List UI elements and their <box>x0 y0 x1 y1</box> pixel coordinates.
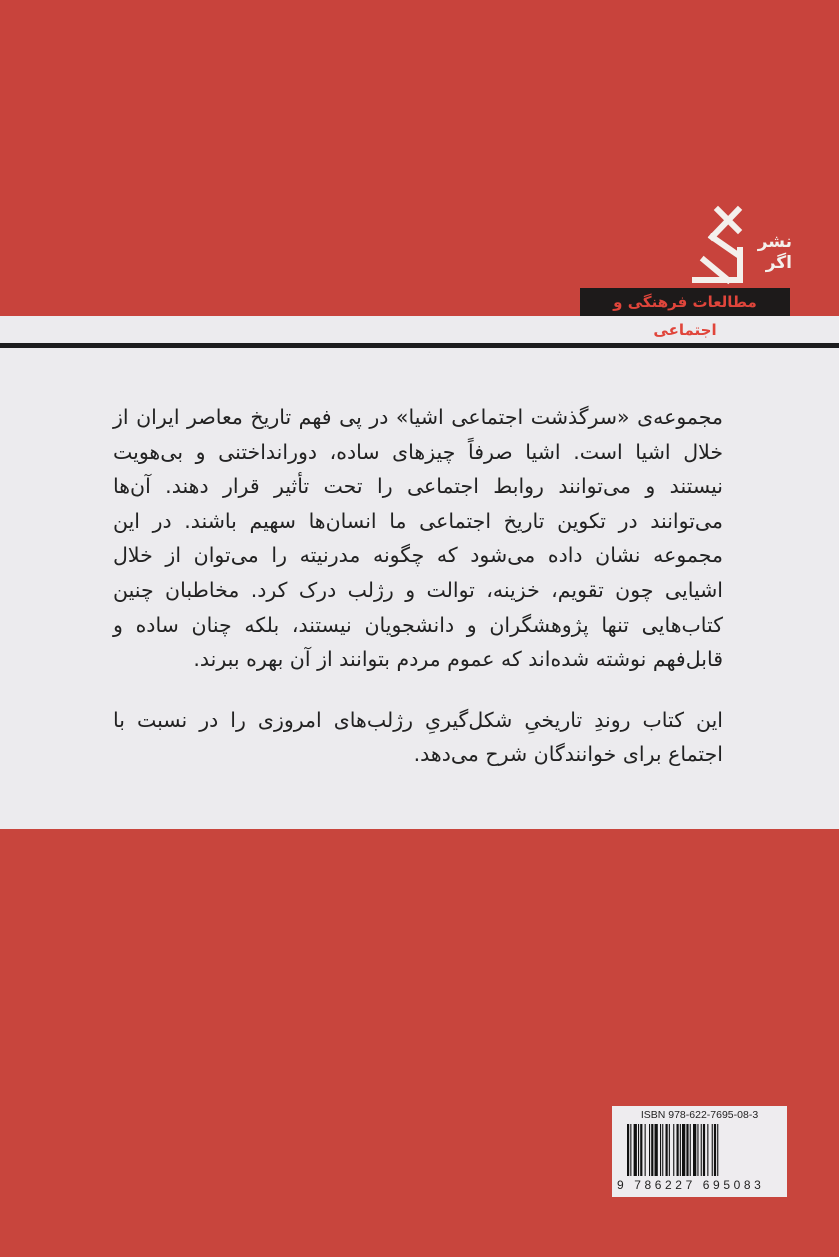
barcode-bar <box>645 1124 646 1176</box>
barcode-bar <box>697 1124 698 1176</box>
barcode-bar <box>634 1124 637 1176</box>
blurb-line: خلال اشیا است. اشیا صرفاً چیزهای ساده، دورانداختنی و بی‌هویت <box>113 439 723 464</box>
blurb-text <box>113 400 723 772</box>
barcode-bar <box>630 1124 631 1176</box>
barcode-bar <box>712 1124 713 1176</box>
barcode-bar <box>627 1124 629 1176</box>
barcode-bar <box>649 1124 650 1176</box>
blurb-line: مجموعه نشان داده می‌شود که چگونه مدرنیته را می‌توان از خلال <box>113 543 723 568</box>
isbn-digits: 9 786227 695083 <box>617 1178 765 1192</box>
barcode-bar <box>677 1124 679 1176</box>
blurb-paragraph-2 <box>113 703 723 772</box>
barcode-bar <box>686 1124 688 1176</box>
barcode-bar <box>666 1124 668 1176</box>
barcode-bar <box>655 1124 658 1176</box>
barcode-bar <box>640 1124 642 1176</box>
barcode-bar <box>651 1124 653 1176</box>
barcode-bar <box>693 1124 696 1176</box>
blurb-line: مجموعه‌ی «سرگذشت اجتماعی اشیا» در پی فهم تاریخ معاصر ایران از <box>113 405 723 429</box>
barcode-bar <box>703 1124 705 1176</box>
isbn-barcode <box>612 1106 787 1197</box>
blurb-line: اجتماع برای خوانندگان شرح می‌دهد. <box>413 742 723 767</box>
barcode-bar <box>690 1124 691 1176</box>
blurb-line: کتاب‌هایی تنها پژوهشگران و دانشجویان نیستند، بلکه چنان ساده و <box>113 612 723 637</box>
publisher-name <box>740 232 792 274</box>
barcode-bar <box>682 1124 685 1176</box>
barcode-bar <box>717 1124 718 1176</box>
barcode-bar <box>662 1124 663 1176</box>
barcode-bar <box>707 1124 708 1176</box>
barcode-bar <box>701 1124 702 1176</box>
barcode-bar <box>714 1124 716 1176</box>
publisher-name-line1: نشر <box>757 232 792 252</box>
blurb-paragraph-1 <box>113 400 723 677</box>
barcode-bar <box>638 1124 639 1176</box>
blurb-line: اشیایی چون تقویم، خزینه، توالت و رژلب درک کرد. مخاطبان چنین <box>113 577 723 602</box>
blurb-line: این کتاب روندِ تاریخیِ شکل‌گیریِ رژلب‌های امروزی را در نسبت با <box>113 707 723 732</box>
barcode-bar <box>673 1124 674 1176</box>
barcode-bars-icon <box>627 1124 773 1186</box>
barcode-bar <box>680 1124 681 1176</box>
isbn-label: ISBN 978-622-7695-08-3 <box>640 1109 759 1121</box>
barcode-bar <box>660 1124 661 1176</box>
blurb-line: نیستند و می‌توانند روابط اجتماعی را تحت تأثیر قرار دهند. آن‌ها <box>113 474 723 499</box>
blurb-line: قابل‌فهم نوشته شده‌اند که عموم مردم بتوانند از آن بهره ببرند. <box>193 647 723 672</box>
barcode-bar <box>669 1124 670 1176</box>
series-label: مطالعات فرهنگی و اجتماعی <box>580 288 790 316</box>
publisher-name-line2: اگر <box>765 253 792 273</box>
blurb-line: می‌توانند در تکوین تاریخ اجتماعی ما انسان‌ها سهیم باشند. در این <box>113 508 723 533</box>
